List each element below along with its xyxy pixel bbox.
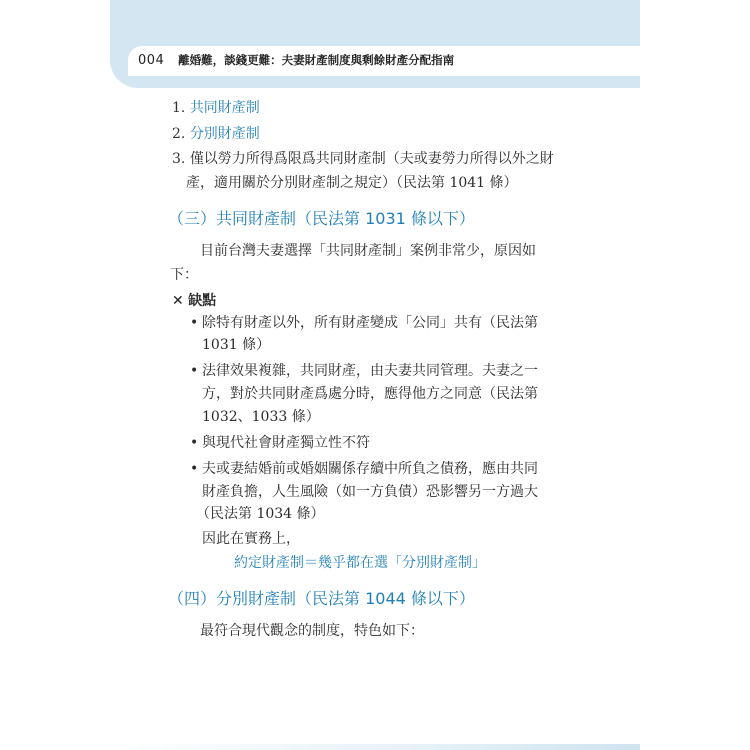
bullet-icon: • xyxy=(190,315,199,331)
list-text: 僅以勞力所得爲限爲共同財產制（夫或妻勞力所得以外之財 xyxy=(189,151,554,167)
section-heading: （四）分別財產制（民法第 1044 條以下） xyxy=(168,589,475,608)
section-heading: （三）共同財產制（民法第 1031 條以下） xyxy=(168,209,475,228)
list-item-2 xyxy=(172,123,260,143)
list-item-3 xyxy=(172,148,554,168)
conclusion-highlight: 約定財產制＝幾乎都在選「分別財產制」 xyxy=(234,555,486,571)
bullet-text: 除特有財產以外，所有財產變成「公同」共有（民法第 xyxy=(202,315,538,331)
cross-icon: ✕ xyxy=(172,293,184,309)
bullet-text-continued: （民法第 1034 條） xyxy=(196,506,325,522)
bullet-text: 法律效果複雜，共同財產，由夫妻共同管理。夫妻之一 xyxy=(202,363,538,379)
bullet-icon: • xyxy=(190,435,199,451)
list-number: 3. xyxy=(172,151,186,167)
paragraph-line: 最符合現代觀念的制度，特色如下： xyxy=(200,623,424,639)
list-number: 1. xyxy=(172,100,186,116)
list-item xyxy=(190,360,538,380)
list-label: 共同財產制 xyxy=(189,100,260,116)
paragraph-line: 目前台灣夫妻選擇「共同財產制」案例非常少，原因如 xyxy=(200,243,536,259)
bullet-text-continued: 1032、1033 條） xyxy=(202,409,320,425)
bullet-icon: • xyxy=(190,363,199,379)
bullet-text-continued: 1031 條） xyxy=(202,337,271,353)
conclusion-lead: 因此在實務上， xyxy=(202,531,300,547)
running-header xyxy=(138,52,454,68)
running-title: 離婚難，談錢更難：夫妻財產制度與剩餘財產分配指南 xyxy=(178,53,455,67)
list-item xyxy=(190,458,538,478)
list-item-1 xyxy=(172,97,260,117)
bullet-text-continued: 方，對於共同財產爲處分時，應得他方之同意（民法第 xyxy=(202,386,538,402)
list-item-3-continued: 產，適用關於分別財產制之規定）（民法第 1041 條） xyxy=(186,175,518,191)
bullet-text-continued: 財產負擔，人生風險（如一方負債）恐影響另一方過大 xyxy=(202,484,538,500)
bottom-edge xyxy=(110,744,640,750)
list-number: 2. xyxy=(172,126,186,142)
list-label: 分別財產制 xyxy=(189,126,260,142)
bullet-icon: • xyxy=(190,461,199,477)
list-item xyxy=(190,432,370,452)
cons-heading xyxy=(172,290,216,310)
cons-label: 缺點 xyxy=(188,293,217,309)
bullet-text: 與現代社會財產獨立性不符 xyxy=(202,435,370,451)
page-number: 004 xyxy=(138,53,165,68)
paragraph-line: 下： xyxy=(170,267,198,283)
list-item xyxy=(190,312,538,332)
bullet-text: 夫或妻結婚前或婚姻關係存續中所負之債務，應由共同 xyxy=(202,461,538,477)
